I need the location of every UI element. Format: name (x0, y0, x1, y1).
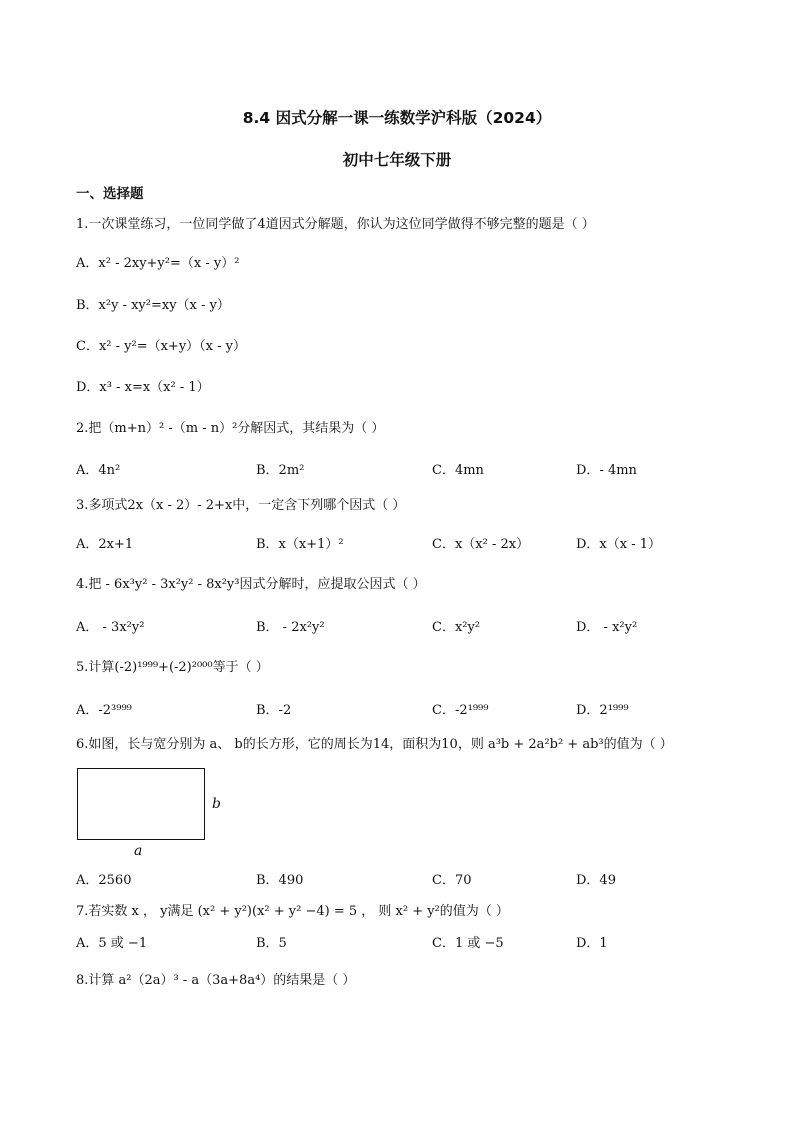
question-3-option-d: D．x（x - 1） (576, 537, 662, 552)
question-1-option-a: A．x² - 2xy+y²=（x - y）² (76, 256, 240, 271)
question-7-stem: 7.若实数 x ， y满足 (x² + y²)(x² + y² −4) = 5 ， 则 x² + y²的值为（ ） (76, 904, 509, 919)
question-4-stem: 4.把 - 6x³y² - 3x²y² - 8x²y³因式分解时，应提取公因式（ ） (76, 577, 426, 592)
question-3-option-c: C．x（x² - 2x） (432, 537, 530, 552)
rectangle-figure (77, 768, 205, 840)
question-1-option-d: D．x³ - x=x（x² - 1） (76, 380, 210, 395)
question-4-option-d: D． - x²y² (576, 620, 638, 635)
question-2-stem: 2.把（m+n）² -（m - n）²分解因式，其结果为（ ） (76, 421, 385, 436)
question-5-option-b: B．-2 (256, 703, 292, 718)
question-1-option-c: C．x² - y²=（x+y）（x - y） (76, 339, 246, 354)
question-1-stem: 1.一次课堂练习，一位同学做了4道因式分解题，你认为这位同学做得不够完整的题是（ ） (76, 217, 595, 232)
question-3-option-b: B．x（x+1）² (256, 537, 344, 552)
question-2-option-d: D．- 4mn (576, 463, 637, 478)
page-title: 8.4 因式分解一课一练数学沪科版（2024） (242, 109, 552, 127)
question-2-option-c: C．4mn (432, 463, 484, 478)
question-5-option-d: D．2¹⁹⁹⁹ (576, 703, 629, 718)
question-7-option-d: D．1 (576, 936, 608, 951)
question-5-stem: 5.计算(-2)¹⁹⁹⁹+(-2)²⁰⁰⁰等于（ ） (76, 660, 269, 675)
question-6-option-d: D．49 (576, 873, 616, 888)
question-6-stem: 6.如图，长与宽分别为 a、 b的长方形，它的周长为14，面积为10，则 a³b + 2a²b² + ab³的值为（ ） (76, 737, 673, 752)
question-7-option-b: B．5 (256, 936, 287, 951)
question-6-option-a: A．2560 (76, 873, 132, 888)
question-4-option-c: C．x²y² (432, 620, 481, 635)
figure-label-b: b (212, 796, 221, 812)
question-7-option-a: A．5 或 −1 (76, 936, 148, 951)
question-2-option-a: A．4n² (76, 463, 121, 478)
question-3-option-a: A．2x+1 (76, 537, 134, 552)
section-title: 一、选择题 (76, 186, 144, 202)
question-7-option-c: C．1 或 −5 (432, 936, 504, 951)
question-4-option-a: A． - 3x²y² (76, 620, 145, 635)
question-6-option-b: B．490 (256, 873, 304, 888)
question-4-option-b: B． - 2x²y² (256, 620, 325, 635)
question-2-option-b: B．2m² (256, 463, 305, 478)
page-subtitle: 初中七年级下册 (342, 151, 452, 169)
figure-label-a: a (134, 843, 143, 859)
question-5-option-a: A．-2³⁹⁹⁹ (76, 703, 132, 718)
question-1-option-b: B．x²y - xy²=xy（x - y） (76, 298, 230, 313)
question-6-option-c: C．70 (432, 873, 472, 888)
question-8-stem: 8.计算 a²（2a）³ - a（3a+8a⁴）的结果是（ ） (76, 973, 356, 988)
question-3-stem: 3.多项式2x（x - 2）- 2+x中，一定含下列哪个因式（ ） (76, 498, 406, 513)
question-5-option-c: C．-2¹⁹⁹⁹ (432, 703, 489, 718)
